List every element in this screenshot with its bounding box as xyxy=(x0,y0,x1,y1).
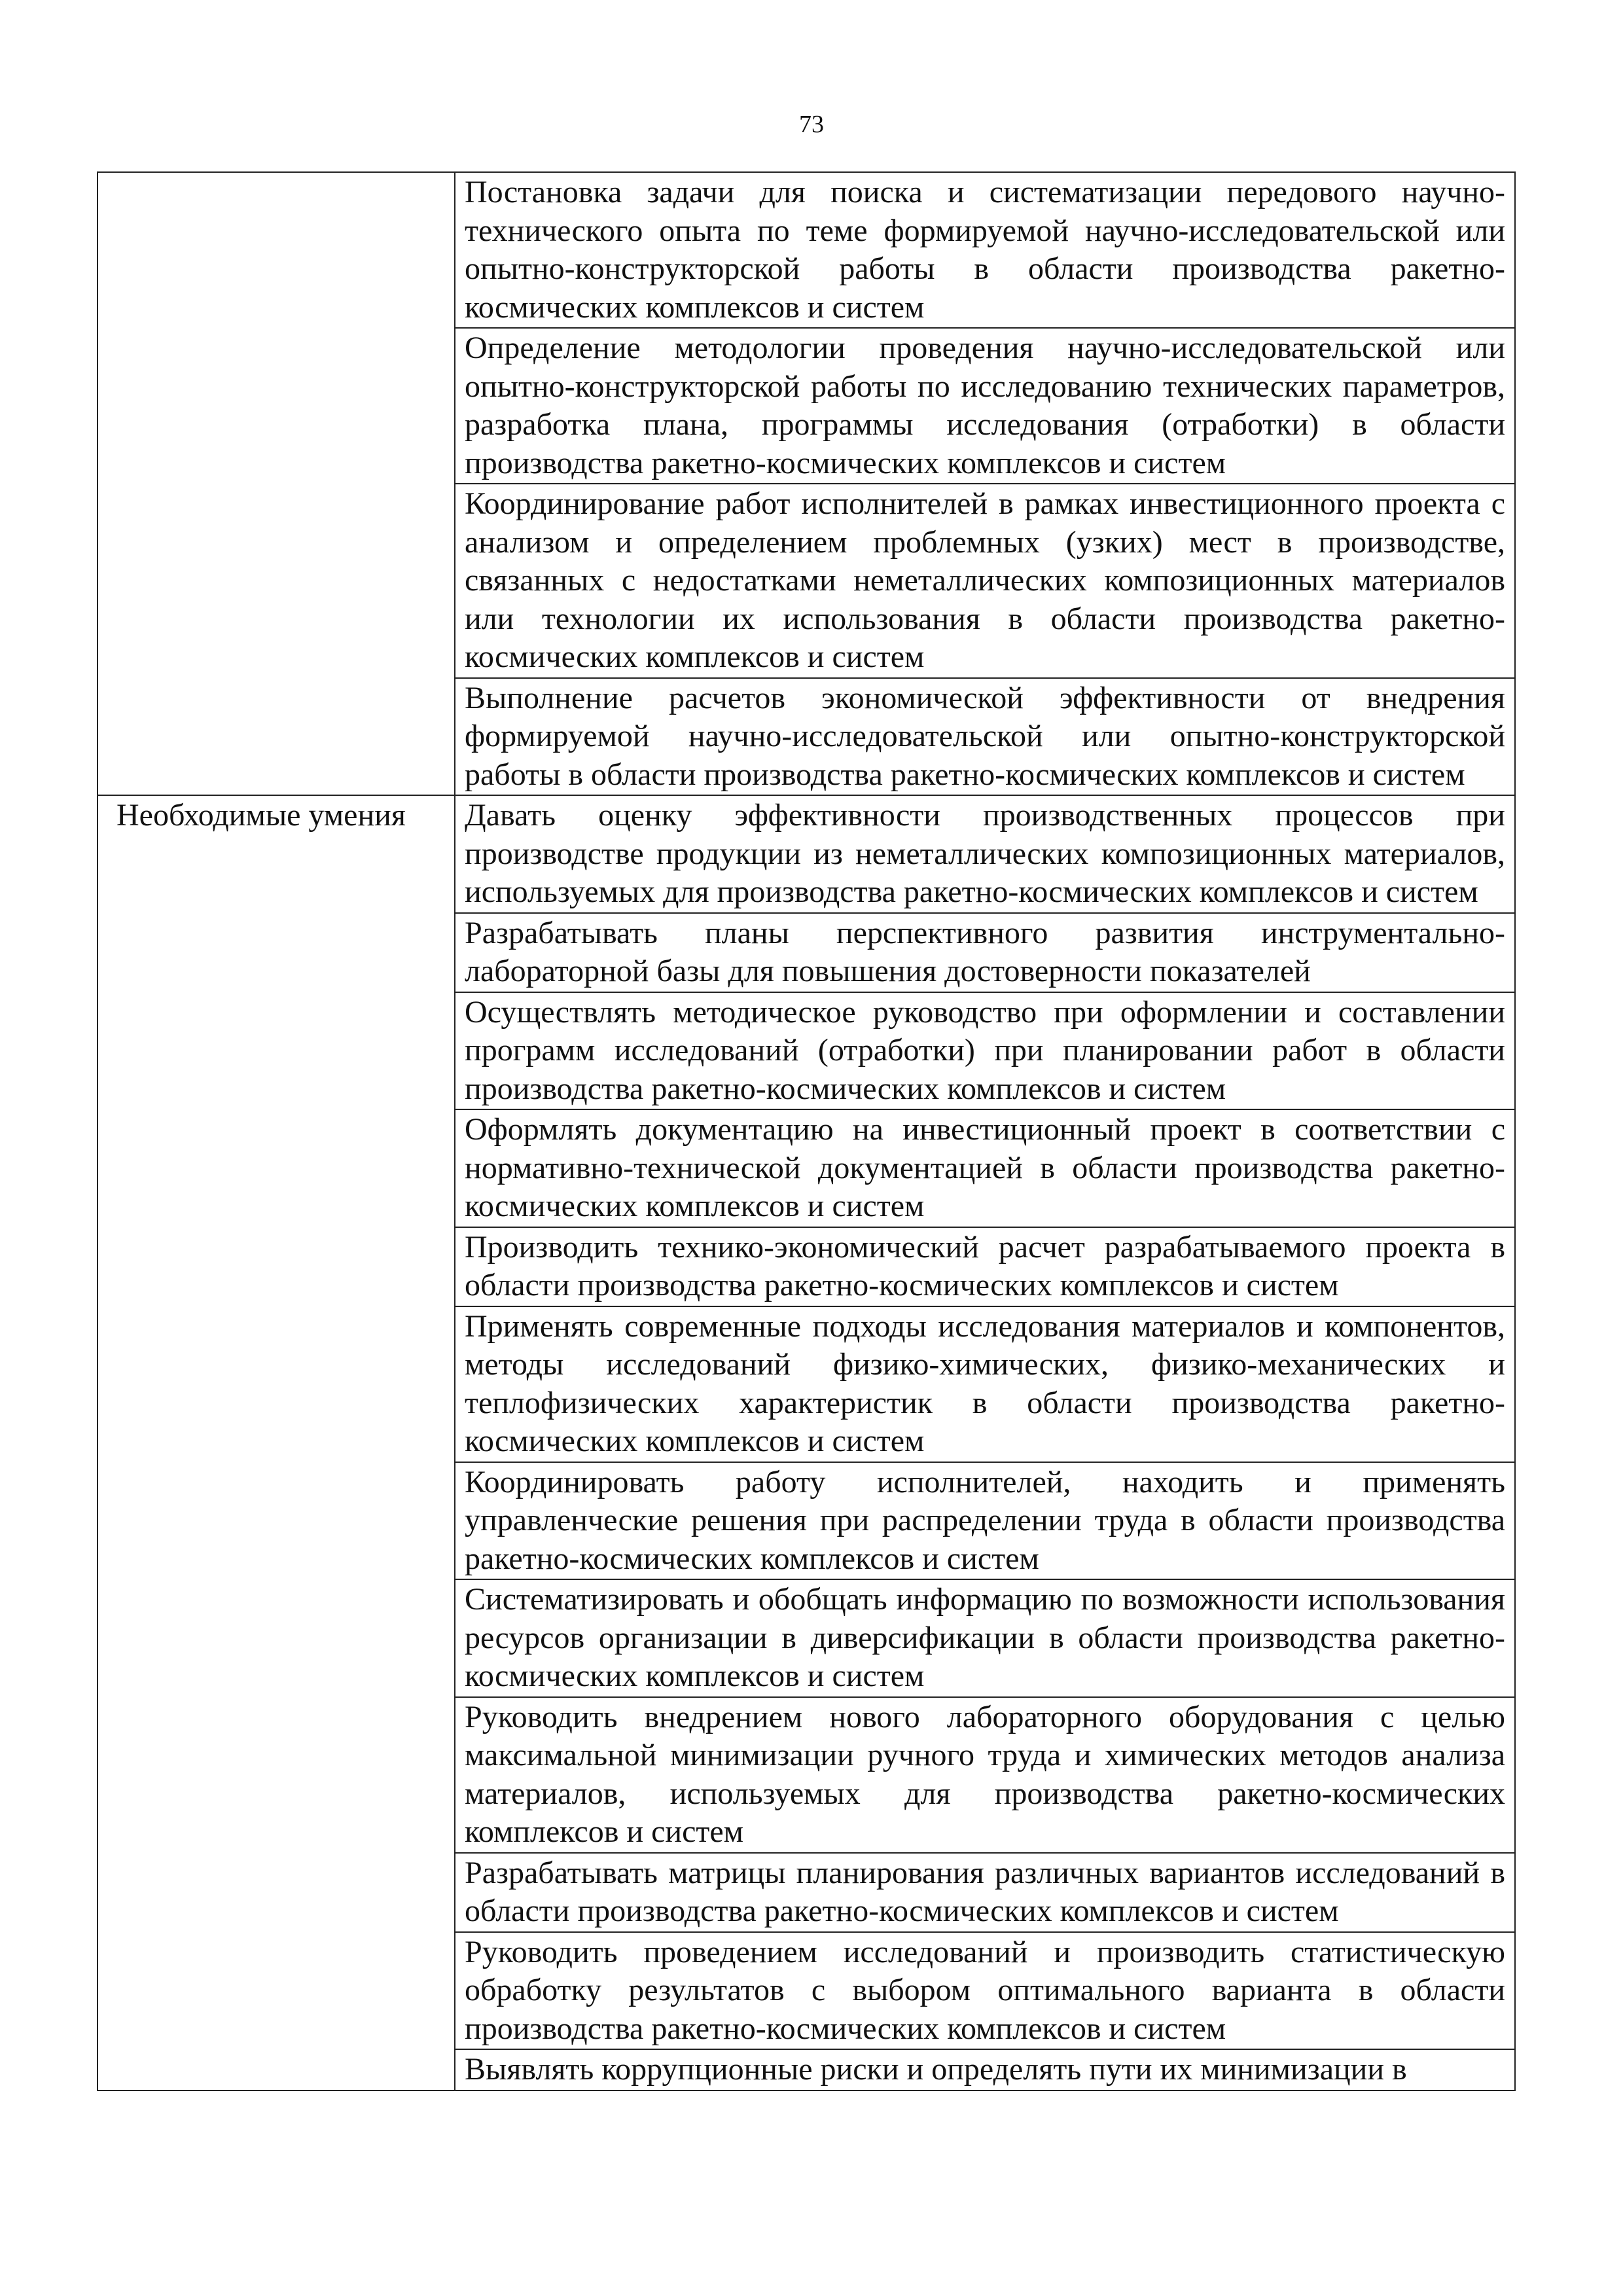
item-cell: Определение методологии проведения научно-исследовательской или опытно-конструкторской работы по исследованию технических параметров, разработка плана, программы исследования (отработки) в области производства ракетно-космических комплексов и систем xyxy=(455,328,1515,484)
skills-table xyxy=(97,171,1516,2091)
item-cell: Применять современные подходы исследования материалов и компонентов, методы исследований физико-химических, физико-механических и теплофизических характеристик в области производства ракетно-космических комплексов и систем xyxy=(455,1306,1515,1462)
item-cell: Давать оценку эффективности производственных процессов при производстве продукции из неметаллических композиционных материалов, используемых для производства ракетно-космических комплексов и систем xyxy=(455,795,1515,913)
item-cell: Руководить проведением исследований и производить статистическую обработку результатов с выбором оптимального варианта в области производства ракетно-космических комплексов и систем xyxy=(455,1932,1515,2050)
item-cell: Выявлять коррупционные риски и определять пути их минимизации в xyxy=(455,2049,1515,2090)
item-cell: Координировать работу исполнителей, находить и применять управленческие решения при распределении труда в области производства ракетно-космических комплексов и систем xyxy=(455,1462,1515,1580)
table-row xyxy=(98,172,1515,328)
item-cell: Координирование работ исполнителей в рамках инвестиционного проекта с анализом и определением проблемных (узких) мест в производстве, связанных с недостатками неметаллических композиционных материалов или технологии их использования в области производства ракетно-космических комплексов и систем xyxy=(455,484,1515,678)
table-row xyxy=(98,795,1515,913)
item-cell: Производить технико-экономический расчет разрабатываемого проекта в области производства ракетно-космических комплексов и систем xyxy=(455,1227,1515,1306)
skills-table-body xyxy=(98,172,1515,2090)
item-cell: Осуществлять методическое руководство при оформлении и составлении программ исследований (отработки) при планировании работ в области производства ракетно-космических комплексов и систем xyxy=(455,992,1515,1110)
item-cell: Руководить внедрением нового лабораторного оборудования с целью максимальной минимизации ручного труда и химических методов анализа материалов, используемых для производства ракетно-космических комплексов и систем xyxy=(455,1697,1515,1853)
page-number: 73 xyxy=(799,111,824,138)
item-cell: Выполнение расчетов экономической эффективности от внедрения формируемой научно-исследовательской или опытно-конструкторской работы в области производства ракетно-космических комплексов и систем xyxy=(455,678,1515,796)
item-cell: Оформлять документацию на инвестиционный проект в соответствии с нормативно-технической документацией в области производства ракетно-космических комплексов и систем xyxy=(455,1109,1515,1227)
group-label: Необходимые умения xyxy=(116,798,406,833)
group-cell-previous xyxy=(98,172,455,795)
item-cell: Разрабатывать планы перспективного развития инструментально-лабораторной базы для повышения достоверности показателей xyxy=(455,913,1515,992)
group-cell-required-skills xyxy=(98,795,455,2090)
item-cell: Систематизировать и обобщать информацию по возможности использования ресурсов организации в диверсификации в области производства ракетно-космических комплексов и систем xyxy=(455,1579,1515,1697)
item-cell: Разрабатывать матрицы планирования различных вариантов исследований в области производства ракетно-космических комплексов и систем xyxy=(455,1853,1515,1932)
item-cell: Постановка задачи для поиска и систематизации передового научно-технического опыта по теме формируемой научно-исследовательской или опытно-конструкторской работы в области производства ракетно-космических комплексов и систем xyxy=(455,172,1515,328)
